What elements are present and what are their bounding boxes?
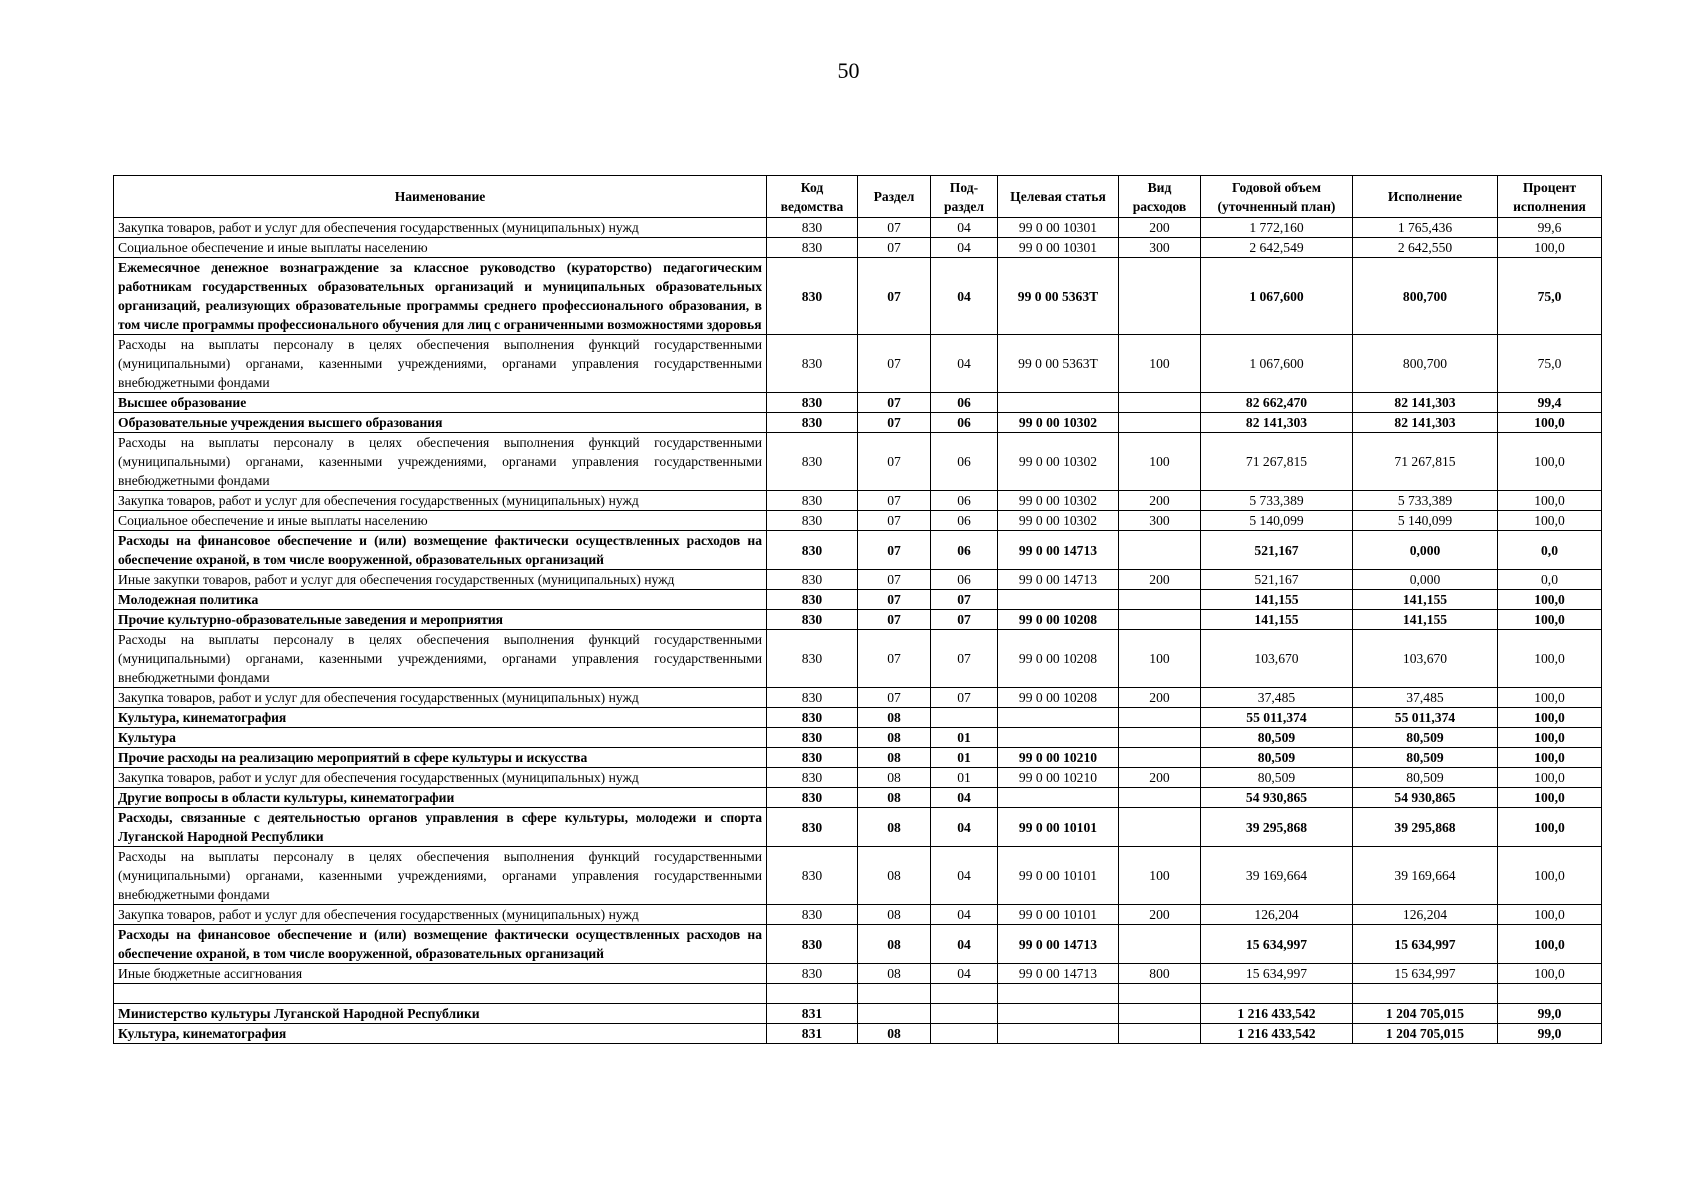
row-target-cell: 99 0 00 10301 [998,238,1119,258]
row-target-cell: 99 0 00 10210 [998,748,1119,768]
row-section-cell: 07 [858,393,931,413]
row-percent-cell: 100,0 [1498,708,1602,728]
header-section: Раздел [858,176,931,218]
row-subsection-cell: 04 [931,218,998,238]
row-section-cell: 07 [858,433,931,491]
row-dept-cell: 830 [767,218,858,238]
table-row [114,218,1602,238]
row-type-cell [1119,258,1201,335]
row-section-cell: 07 [858,335,931,393]
row-target-cell [998,728,1119,748]
row-percent-cell: 0,0 [1498,570,1602,590]
row-dept-cell: 830 [767,393,858,413]
row-section-cell: 08 [858,708,931,728]
table-header-row [114,176,1602,218]
row-plan-cell: 80,509 [1201,768,1353,788]
row-section-cell: 08 [858,788,931,808]
row-dept-cell: 831 [767,1024,858,1044]
row-target-cell [998,393,1119,413]
row-target-cell: 99 0 00 5363Т [998,335,1119,393]
table-row [114,748,1602,768]
row-target-cell: 99 0 00 5363Т [998,258,1119,335]
row-exec-cell: 80,509 [1353,748,1498,768]
table-row [114,905,1602,925]
row-dept-cell: 830 [767,728,858,748]
row-plan-cell: 141,155 [1201,610,1353,630]
row-section-cell: 07 [858,258,931,335]
row-name-cell: Образовательные учреждения высшего образования [114,413,767,433]
row-exec-cell: 0,000 [1353,531,1498,570]
row-subsection-cell: 06 [931,570,998,590]
row-dept-cell: 831 [767,1004,858,1024]
row-dept-cell: 830 [767,788,858,808]
row-dept-cell: 830 [767,748,858,768]
table-row [114,610,1602,630]
row-exec-cell: 800,700 [1353,335,1498,393]
row-plan-cell: 39 169,664 [1201,847,1353,905]
row-plan-cell: 39 295,868 [1201,808,1353,847]
row-dept-cell: 830 [767,808,858,847]
row-plan-cell: 1 216 433,542 [1201,1024,1353,1044]
row-exec-cell: 1 765,436 [1353,218,1498,238]
row-percent-cell [1498,984,1602,1004]
row-exec-cell: 55 011,374 [1353,708,1498,728]
row-section-cell: 07 [858,590,931,610]
row-plan-cell: 15 634,997 [1201,964,1353,984]
row-name-cell: Расходы на выплаты персоналу в целях обеспечения выполнения функций государственными (муниципальными) органами, казенными учреждениями, органами управления государственными внебюджетными фондами [114,433,767,491]
row-plan-cell: 80,509 [1201,748,1353,768]
table-row [114,728,1602,748]
row-subsection-cell: 04 [931,788,998,808]
row-section-cell: 07 [858,511,931,531]
header-dept: Код ведомства [767,176,858,218]
row-plan-cell: 54 930,865 [1201,788,1353,808]
header-percent: Процент исполнения [1498,176,1602,218]
table-row [114,511,1602,531]
row-plan-cell: 82 662,470 [1201,393,1353,413]
row-exec-cell: 37,485 [1353,688,1498,708]
row-percent-cell: 100,0 [1498,610,1602,630]
row-exec-cell: 15 634,997 [1353,964,1498,984]
row-type-cell: 200 [1119,570,1201,590]
row-plan-cell: 521,167 [1201,570,1353,590]
header-type: Вид расходов [1119,176,1201,218]
header-subsection: Под-раздел [931,176,998,218]
table-row [114,925,1602,964]
row-name-cell: Культура [114,728,767,748]
table-row [114,531,1602,570]
row-percent-cell: 75,0 [1498,335,1602,393]
row-plan-cell: 126,204 [1201,905,1353,925]
table-row [114,688,1602,708]
row-dept-cell: 830 [767,335,858,393]
row-name-cell: Закупка товаров, работ и услуг для обеспечения государственных (муниципальных) нужд [114,905,767,925]
row-target-cell: 99 0 00 10208 [998,610,1119,630]
row-name-cell: Прочие расходы на реализацию мероприятий в сфере культуры и искусства [114,748,767,768]
row-exec-cell: 71 267,815 [1353,433,1498,491]
row-section-cell: 07 [858,570,931,590]
row-name-cell: Социальное обеспечение и иные выплаты населению [114,238,767,258]
row-subsection-cell: 07 [931,630,998,688]
row-target-cell: 99 0 00 10208 [998,688,1119,708]
row-dept-cell: 830 [767,925,858,964]
row-name-cell: Закупка товаров, работ и услуг для обеспечения государственных (муниципальных) нужд [114,688,767,708]
row-exec-cell: 80,509 [1353,768,1498,788]
row-subsection-cell: 04 [931,808,998,847]
row-plan-cell: 15 634,997 [1201,925,1353,964]
row-exec-cell [1353,984,1498,1004]
row-type-cell [1119,984,1201,1004]
row-plan-cell: 5 140,099 [1201,511,1353,531]
row-dept-cell: 830 [767,570,858,590]
row-dept-cell: 830 [767,433,858,491]
row-target-cell: 99 0 00 10302 [998,511,1119,531]
row-percent-cell: 100,0 [1498,413,1602,433]
row-section-cell: 07 [858,238,931,258]
row-percent-cell: 100,0 [1498,905,1602,925]
row-type-cell: 800 [1119,964,1201,984]
row-exec-cell: 1 204 705,015 [1353,1004,1498,1024]
row-plan-cell [1201,984,1353,1004]
row-dept-cell: 830 [767,708,858,728]
row-section-cell: 07 [858,218,931,238]
row-name-cell: Расходы, связанные с деятельностью органов управления в сфере культуры, молодежи и спорта Луганской Народной Республики [114,808,767,847]
row-name-cell [114,984,767,1004]
row-target-cell: 99 0 00 10210 [998,768,1119,788]
row-dept-cell: 830 [767,768,858,788]
row-type-cell: 200 [1119,905,1201,925]
row-target-cell [998,590,1119,610]
row-plan-cell: 37,485 [1201,688,1353,708]
row-section-cell: 08 [858,964,931,984]
row-name-cell: Молодежная политика [114,590,767,610]
row-name-cell: Закупка товаров, работ и услуг для обеспечения государственных (муниципальных) нужд [114,491,767,511]
row-subsection-cell: 04 [931,925,998,964]
row-name-cell: Закупка товаров, работ и услуг для обеспечения государственных (муниципальных) нужд [114,218,767,238]
row-dept-cell: 830 [767,491,858,511]
table-row [114,570,1602,590]
row-percent-cell: 99,4 [1498,393,1602,413]
row-type-cell: 300 [1119,238,1201,258]
row-target-cell: 99 0 00 14713 [998,964,1119,984]
table-row [114,768,1602,788]
row-subsection-cell: 01 [931,768,998,788]
row-section-cell: 08 [858,808,931,847]
row-target-cell [998,788,1119,808]
row-exec-cell: 800,700 [1353,258,1498,335]
row-exec-cell: 39 295,868 [1353,808,1498,847]
row-type-cell [1119,748,1201,768]
header-plan: Годовой объем (уточненный план) [1201,176,1353,218]
row-exec-cell: 0,000 [1353,570,1498,590]
row-type-cell: 200 [1119,768,1201,788]
row-subsection-cell: 06 [931,413,998,433]
row-exec-cell: 141,155 [1353,590,1498,610]
row-target-cell [998,708,1119,728]
row-target-cell: 99 0 00 10302 [998,433,1119,491]
row-section-cell: 08 [858,925,931,964]
table-row [114,335,1602,393]
row-percent-cell: 100,0 [1498,630,1602,688]
row-type-cell: 300 [1119,511,1201,531]
row-name-cell: Закупка товаров, работ и услуг для обеспечения государственных (муниципальных) нужд [114,768,767,788]
row-name-cell: Прочие культурно-образовательные заведения и мероприятия [114,610,767,630]
row-exec-cell: 1 204 705,015 [1353,1024,1498,1044]
row-name-cell: Ежемесячное денежное вознаграждение за классное руководство (кураторство) педагогическим работникам государственных образовательных организаций и муниципальных образовательных организаций, реализующих образовательные программы среднего профессионального образования, в том числе программы профессионального обучения для лиц с ограниченными возможностями здоровья [114,258,767,335]
row-type-cell [1119,1024,1201,1044]
row-percent-cell: 100,0 [1498,728,1602,748]
table-row [114,491,1602,511]
table-row [114,1004,1602,1024]
row-plan-cell: 71 267,815 [1201,433,1353,491]
header-name: Наименование [114,176,767,218]
row-exec-cell: 39 169,664 [1353,847,1498,905]
table-row [114,708,1602,728]
row-subsection-cell: 04 [931,258,998,335]
row-dept-cell: 830 [767,964,858,984]
row-subsection-cell: 06 [931,433,998,491]
row-section-cell [858,1004,931,1024]
row-percent-cell: 100,0 [1498,925,1602,964]
row-name-cell: Расходы на выплаты персоналу в целях обеспечения выполнения функций государственными (муниципальными) органами, казенными учреждениями, органами управления государственными внебюджетными фондами [114,335,767,393]
row-type-cell [1119,610,1201,630]
row-section-cell: 08 [858,905,931,925]
row-subsection-cell: 04 [931,964,998,984]
row-subsection-cell [931,984,998,1004]
row-plan-cell: 521,167 [1201,531,1353,570]
table-row [114,433,1602,491]
row-target-cell: 99 0 00 10302 [998,413,1119,433]
row-plan-cell: 5 733,389 [1201,491,1353,511]
row-name-cell: Расходы на финансовое обеспечение и (или) возмещение фактически осуществленных расходов на обеспечение охраной, в том числе вооруженной, образовательных организаций [114,531,767,570]
row-dept-cell: 830 [767,413,858,433]
row-plan-cell: 80,509 [1201,728,1353,748]
row-name-cell: Высшее образование [114,393,767,413]
row-type-cell [1119,393,1201,413]
row-percent-cell: 100,0 [1498,238,1602,258]
row-dept-cell [767,984,858,1004]
row-subsection-cell: 06 [931,491,998,511]
row-name-cell: Другие вопросы в области культуры, кинематографии [114,788,767,808]
row-subsection-cell: 01 [931,748,998,768]
row-target-cell: 99 0 00 10101 [998,905,1119,925]
budget-table [113,175,1602,1044]
row-subsection-cell: 07 [931,610,998,630]
row-section-cell: 07 [858,610,931,630]
row-type-cell [1119,590,1201,610]
table-row [114,238,1602,258]
row-percent-cell: 100,0 [1498,748,1602,768]
row-type-cell [1119,531,1201,570]
row-subsection-cell [931,1024,998,1044]
table-row [114,847,1602,905]
row-target-cell [998,984,1119,1004]
row-dept-cell: 830 [767,531,858,570]
row-exec-cell: 80,509 [1353,728,1498,748]
row-exec-cell: 5 733,389 [1353,491,1498,511]
row-target-cell [998,1024,1119,1044]
row-subsection-cell: 04 [931,238,998,258]
row-plan-cell: 82 141,303 [1201,413,1353,433]
table-row [114,413,1602,433]
row-target-cell: 99 0 00 10101 [998,847,1119,905]
row-name-cell: Министерство культуры Луганской Народной Республики [114,1004,767,1024]
row-target-cell: 99 0 00 14713 [998,570,1119,590]
row-section-cell: 08 [858,1024,931,1044]
row-dept-cell: 830 [767,511,858,531]
row-target-cell: 99 0 00 14713 [998,925,1119,964]
row-target-cell: 99 0 00 10208 [998,630,1119,688]
row-percent-cell: 100,0 [1498,590,1602,610]
row-dept-cell: 830 [767,847,858,905]
row-dept-cell: 830 [767,258,858,335]
row-subsection-cell: 01 [931,728,998,748]
table-row [114,984,1602,1004]
row-name-cell: Социальное обеспечение и иные выплаты населению [114,511,767,531]
row-exec-cell: 103,670 [1353,630,1498,688]
table-row [114,258,1602,335]
row-name-cell: Иные закупки товаров, работ и услуг для обеспечения государственных (муниципальных) нужд [114,570,767,590]
row-subsection-cell [931,1004,998,1024]
row-subsection-cell: 04 [931,335,998,393]
row-plan-cell: 1 772,160 [1201,218,1353,238]
row-type-cell: 100 [1119,847,1201,905]
row-percent-cell: 100,0 [1498,964,1602,984]
row-percent-cell: 100,0 [1498,688,1602,708]
row-target-cell: 99 0 00 14713 [998,531,1119,570]
row-name-cell: Культура, кинематография [114,1024,767,1044]
table-row [114,393,1602,413]
row-plan-cell: 2 642,549 [1201,238,1353,258]
row-percent-cell: 100,0 [1498,847,1602,905]
row-name-cell: Культура, кинематография [114,708,767,728]
row-plan-cell: 141,155 [1201,590,1353,610]
row-target-cell: 99 0 00 10101 [998,808,1119,847]
row-plan-cell: 1 216 433,542 [1201,1004,1353,1024]
row-section-cell: 07 [858,531,931,570]
row-exec-cell: 126,204 [1353,905,1498,925]
header-exec: Исполнение [1353,176,1498,218]
row-type-cell [1119,808,1201,847]
row-type-cell: 100 [1119,335,1201,393]
row-type-cell [1119,1004,1201,1024]
row-type-cell [1119,788,1201,808]
row-subsection-cell: 07 [931,590,998,610]
row-target-cell: 99 0 00 10301 [998,218,1119,238]
table-row [114,788,1602,808]
row-percent-cell: 100,0 [1498,433,1602,491]
row-target-cell [998,1004,1119,1024]
row-plan-cell: 103,670 [1201,630,1353,688]
row-section-cell: 08 [858,748,931,768]
row-percent-cell: 100,0 [1498,511,1602,531]
row-section-cell: 08 [858,768,931,788]
table-row [114,808,1602,847]
row-percent-cell: 100,0 [1498,491,1602,511]
page-number: 50 [837,58,860,83]
row-section-cell: 08 [858,728,931,748]
row-section-cell [858,984,931,1004]
row-type-cell [1119,413,1201,433]
row-percent-cell: 100,0 [1498,808,1602,847]
table-row [114,590,1602,610]
row-name-cell: Расходы на выплаты персоналу в целях обеспечения выполнения функций государственными (муниципальными) органами, казенными учреждениями, органами управления государственными внебюджетными фондами [114,847,767,905]
row-type-cell [1119,925,1201,964]
header-target: Целевая статья [998,176,1119,218]
row-exec-cell: 54 930,865 [1353,788,1498,808]
row-percent-cell: 99,0 [1498,1004,1602,1024]
table-body [114,218,1602,1044]
row-percent-cell: 100,0 [1498,768,1602,788]
row-percent-cell: 100,0 [1498,788,1602,808]
row-type-cell: 100 [1119,630,1201,688]
row-exec-cell: 141,155 [1353,610,1498,630]
row-dept-cell: 830 [767,905,858,925]
row-section-cell: 07 [858,491,931,511]
row-exec-cell: 82 141,303 [1353,413,1498,433]
row-exec-cell: 2 642,550 [1353,238,1498,258]
row-dept-cell: 830 [767,688,858,708]
row-type-cell [1119,708,1201,728]
row-dept-cell: 830 [767,590,858,610]
row-type-cell: 200 [1119,688,1201,708]
row-percent-cell: 0,0 [1498,531,1602,570]
row-target-cell: 99 0 00 10302 [998,491,1119,511]
row-name-cell: Иные бюджетные ассигнования [114,964,767,984]
table-row [114,964,1602,984]
row-subsection-cell: 06 [931,511,998,531]
row-subsection-cell: 07 [931,688,998,708]
row-section-cell: 08 [858,847,931,905]
row-subsection-cell: 06 [931,531,998,570]
row-exec-cell: 15 634,997 [1353,925,1498,964]
table-row [114,630,1602,688]
row-subsection-cell: 04 [931,847,998,905]
row-plan-cell: 1 067,600 [1201,258,1353,335]
row-subsection-cell: 06 [931,393,998,413]
row-type-cell: 100 [1119,433,1201,491]
row-dept-cell: 830 [767,610,858,630]
row-plan-cell: 55 011,374 [1201,708,1353,728]
table-row [114,1024,1602,1044]
row-exec-cell: 82 141,303 [1353,393,1498,413]
row-name-cell: Расходы на финансовое обеспечение и (или) возмещение фактически осуществленных расходов на обеспечение охраной, в том числе вооруженной, образовательных организаций [114,925,767,964]
row-percent-cell: 75,0 [1498,258,1602,335]
row-section-cell: 07 [858,630,931,688]
row-exec-cell: 5 140,099 [1353,511,1498,531]
row-subsection-cell [931,708,998,728]
row-section-cell: 07 [858,688,931,708]
row-dept-cell: 830 [767,630,858,688]
row-name-cell: Расходы на выплаты персоналу в целях обеспечения выполнения функций государственными (муниципальными) органами, казенными учреждениями, органами управления государственными внебюджетными фондами [114,630,767,688]
row-section-cell: 07 [858,413,931,433]
row-dept-cell: 830 [767,238,858,258]
row-type-cell [1119,728,1201,748]
row-type-cell: 200 [1119,218,1201,238]
row-plan-cell: 1 067,600 [1201,335,1353,393]
row-percent-cell: 99,6 [1498,218,1602,238]
row-percent-cell: 99,0 [1498,1024,1602,1044]
row-subsection-cell: 04 [931,905,998,925]
row-type-cell: 200 [1119,491,1201,511]
